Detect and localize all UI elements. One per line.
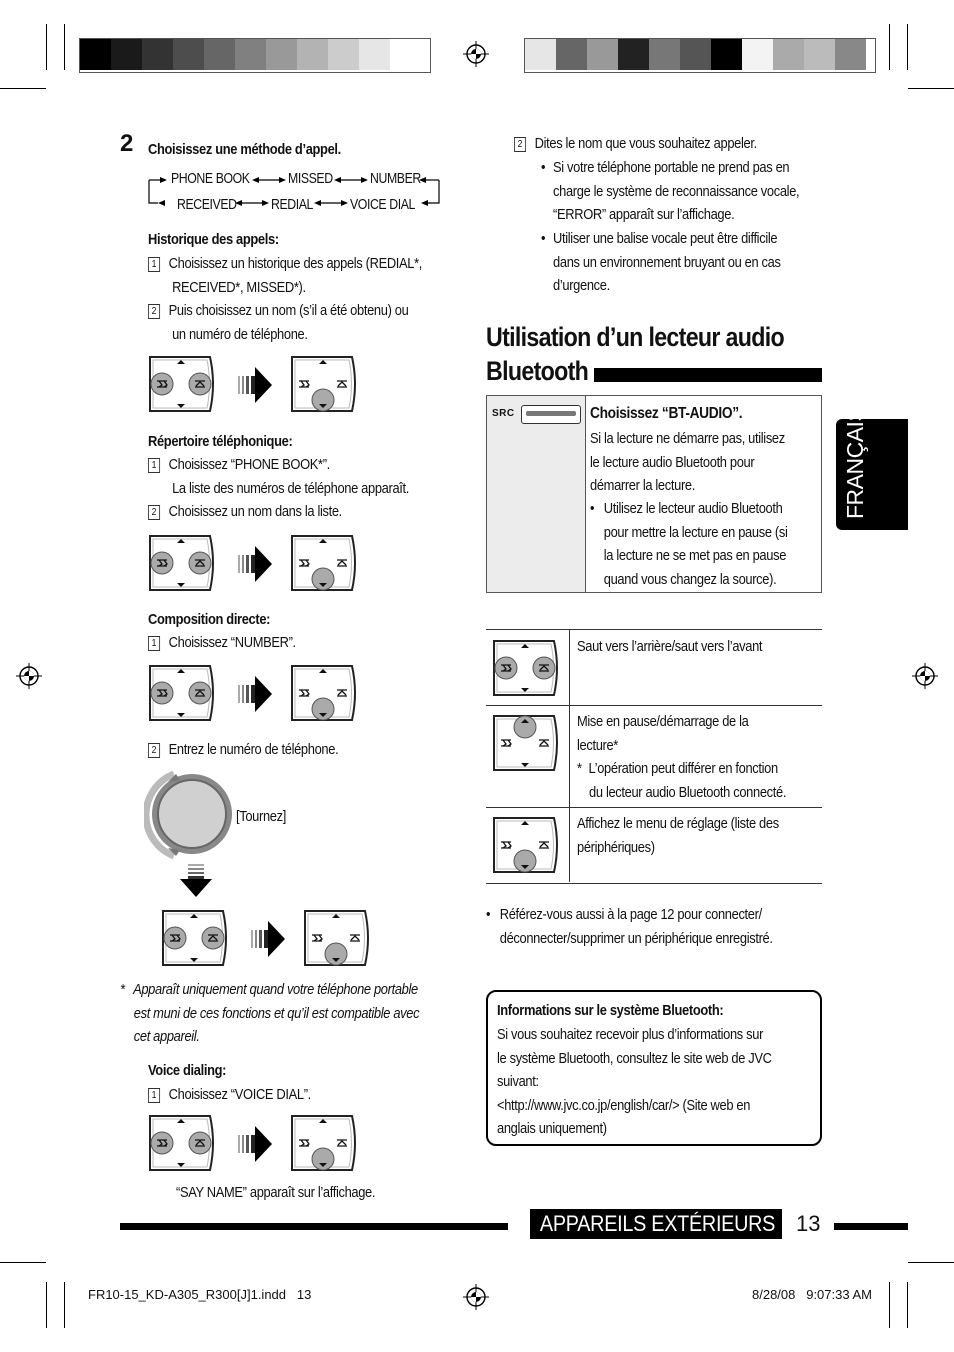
bt-audio-paragraph: Si la lecture ne démarre pas, utilisez le lecture audio Bluetooth pour démarrer la lecture. — [590, 430, 785, 494]
history-pad-diagram — [148, 355, 363, 415]
src-label: SRC — [492, 408, 515, 419]
skip-pad-icon — [492, 639, 562, 702]
registration-mark-icon — [912, 663, 938, 689]
pad-after-icon — [290, 355, 360, 418]
footer-rule-left — [120, 1223, 508, 1230]
voice-dial-heading: Voice dialing: — [148, 1062, 227, 1079]
color-bar-right — [524, 38, 876, 73]
footnote: * Apparaît uniquement quand votre téléphone portable est muni de ces fonctions et qu’il est compatible avec cet appareil. — [120, 981, 420, 1045]
call-method-flow-diagram — [146, 168, 446, 214]
control-desc-skip: Saut vers l’arrière/saut vers l’avant — [577, 638, 763, 655]
src-button[interactable] — [521, 405, 581, 424]
pad-after-icon — [290, 534, 360, 597]
phonebook-step-2: 2 Choisissez un nom dans la liste. — [148, 500, 342, 524]
pad-after-icon — [303, 909, 373, 972]
phonebook-step-1: 1 Choisissez “PHONE BOOK*”. La liste des numéros de téléphone apparaît. — [148, 453, 409, 500]
flow-number: NUMBER — [370, 170, 421, 187]
flow-voice-dial: VOICE DIAL — [350, 196, 415, 213]
slug-filename: FR10-15_KD-A305_R300[J]1.indd 13 — [88, 1287, 312, 1302]
direct-dial-step-2: 2 Entrez le numéro de téléphone. — [148, 738, 338, 762]
pad-before-icon — [161, 909, 231, 972]
voice-dial-step-1: 1 Choisissez “VOICE DIAL”. — [148, 1083, 311, 1107]
right-arrow-icon — [238, 544, 274, 589]
direct-dial-pad-diagram — [148, 664, 363, 724]
bt-audio-heading: Choisissez “BT-AUDIO”. — [590, 405, 743, 422]
phonebook-heading: Répertoire téléphonique: — [148, 433, 293, 450]
pad-before-icon — [148, 1114, 218, 1177]
info-text: Si vous souhaitez recevoir plus d’informations sur le système Bluetooth, consultez le site web de JVC suivant: <http://www.jvc.co.jp/english/car/> (Site web en anglais uniquement) — [497, 1026, 772, 1137]
language-tab — [836, 406, 908, 530]
right-arrow-icon — [238, 365, 274, 410]
footer-section-label: APPAREILS EXTÉRIEURS — [530, 1209, 782, 1239]
section-title-rule — [594, 368, 822, 382]
slug-timestamp: 8/28/08 9:07:33 AM — [752, 1287, 872, 1302]
registration-mark-icon — [463, 1284, 489, 1310]
play-pause-pad-icon — [492, 714, 562, 777]
direct-dial-pad-diagram-2 — [161, 909, 376, 969]
phonebook-pad-diagram — [148, 534, 363, 594]
flow-received: RECEIVED — [177, 196, 237, 213]
knob-label: [Tournez] — [236, 808, 286, 825]
voice-bullet-2: • Utiliser une balise vocale peut être difficile dans un environnement bruyant ou en cas d’urgence. — [541, 230, 781, 294]
direct-dial-step-1: 1 Choisissez “NUMBER”. — [148, 631, 296, 655]
color-bar-left — [79, 38, 431, 73]
page-number: 13 — [796, 1211, 821, 1236]
direct-dial-heading: Composition directe: — [148, 611, 271, 628]
control-desc-play-pause: Mise en pause/démarrage de la lecture* * L’opération peut différer en fonction du lecteur audio Bluetooth connecté. — [577, 713, 787, 801]
history-step-1: 1 Choisissez un historique des appels (REDIAL*, RECEIVED*, MISSED*). — [148, 252, 422, 299]
voice-dial-step-2: 2 Dites le nom que vous souhaitez appeler. — [514, 132, 757, 156]
control-desc-menu: Affichez le menu de réglage (liste des périphériques) — [577, 815, 779, 856]
menu-pad-icon — [492, 816, 562, 879]
right-arrow-icon — [238, 1124, 274, 1169]
down-arrow-icon — [178, 864, 214, 898]
flow-phone-book: PHONE BOOK — [171, 170, 250, 187]
step-heading: Choisissez une méthode d’appel. — [148, 141, 341, 158]
pad-before-icon — [148, 355, 218, 418]
voice-bullet-1: • Si votre téléphone portable ne prend pas en charge le système de reconnaissance vocale, “ERROR” apparaît sur l’affichage. — [541, 159, 800, 223]
history-heading: Historique des appels: — [148, 231, 279, 248]
info-heading: Informations sur le système Bluetooth: — [497, 1002, 724, 1019]
bt-audio-bullet: • Utilisez le lecteur audio Bluetooth pour mettre la lecture en pause (si la lecture ne se met pas en pause quand vous changez la source). — [590, 500, 788, 588]
controls-table — [486, 629, 822, 884]
flow-redial: REDIAL — [271, 196, 313, 213]
language-tab-label: FRANÇAIS — [842, 406, 868, 519]
step-number: 2 — [120, 130, 134, 157]
info-box — [486, 990, 822, 1146]
section-title: Utilisation d’un lecteur audio Bluetooth — [486, 322, 785, 386]
footer-rule-right — [834, 1223, 908, 1230]
bt-audio-box — [486, 395, 822, 593]
registration-mark-icon — [463, 41, 489, 67]
registration-mark-icon — [16, 663, 42, 689]
refer-note: • Référez-vous aussi à la page 12 pour connecter/ déconnecter/supprimer un périphérique enregistré. — [486, 906, 773, 947]
right-arrow-icon — [238, 674, 274, 719]
history-step-2: 2 Puis choisissez un nom (s’il a été obtenu) ou un numéro de téléphone. — [148, 299, 408, 346]
bt-source-panel — [487, 396, 586, 592]
voice-dial-pad-diagram — [148, 1114, 363, 1174]
right-arrow-icon — [251, 919, 287, 964]
say-name-text: “SAY NAME” apparaît sur l’affichage. — [176, 1184, 376, 1201]
volume-knob-icon — [144, 770, 240, 860]
pad-after-icon — [290, 664, 360, 727]
pad-before-icon — [148, 534, 218, 597]
flow-missed: MISSED — [288, 170, 333, 187]
pad-after-icon — [290, 1114, 360, 1177]
pad-before-icon — [148, 664, 218, 727]
